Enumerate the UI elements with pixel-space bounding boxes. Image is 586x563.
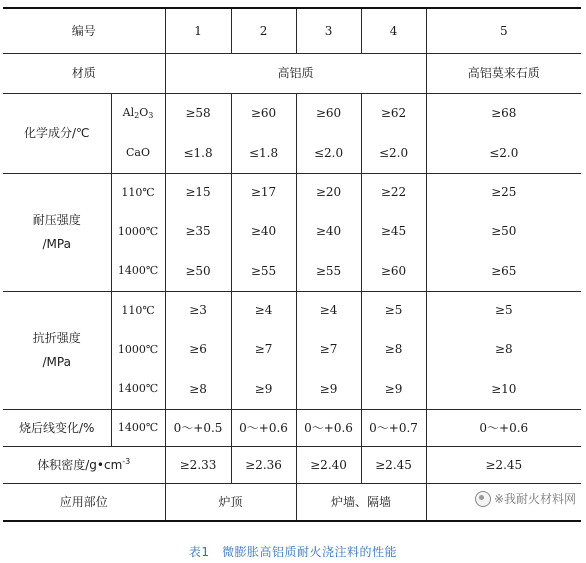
linear-change-value-5: 0～+0.6 bbox=[426, 409, 581, 446]
compressive-110-value-5: ≥25 bbox=[426, 173, 581, 211]
linear-change-value-1: 0～+0.5 bbox=[165, 409, 231, 446]
density-value-5: ≥2.45 bbox=[426, 446, 581, 483]
flexural-label-line2: /MPa bbox=[42, 355, 71, 369]
compressive-1400-value-2: ≥55 bbox=[231, 251, 296, 291]
flexural-110-value-2: ≥4 bbox=[231, 291, 296, 329]
header-number-2: 2 bbox=[231, 8, 296, 53]
chem-cao-value-5: ≤2.0 bbox=[426, 133, 581, 173]
density-value-4: ≥2.45 bbox=[361, 446, 426, 483]
flexural-110-value-4: ≥5 bbox=[361, 291, 426, 329]
linear-change-value-3: 0～+0.6 bbox=[296, 409, 361, 446]
flexural-110-value-3: ≥4 bbox=[296, 291, 361, 329]
table-caption: 表1 微膨胀高铝质耐火浇注料的性能 bbox=[188, 545, 398, 559]
compressive-1400-value-5: ≥65 bbox=[426, 251, 581, 291]
flexural-110-value-1: ≥3 bbox=[165, 291, 231, 329]
flexural-1000-value-4: ≥8 bbox=[361, 329, 426, 369]
density-label: 体积密度$/g•cm^{-3}$ bbox=[3, 446, 165, 483]
application-wall: 炉墙、隔墙 bbox=[296, 483, 426, 521]
flexural-1400-value-2: ≥9 bbox=[231, 369, 296, 409]
density-value-2: ≥2.36 bbox=[231, 446, 296, 483]
flexural-1400-value-3: ≥9 bbox=[296, 369, 361, 409]
compressive-110-value-1: ≥15 bbox=[165, 173, 231, 211]
material-high-alumina-mullite: 高铝莫来石质 bbox=[426, 53, 581, 93]
linear-change-value-2: 0～+0.6 bbox=[231, 409, 296, 446]
flexural-1400-value-4: ≥9 bbox=[361, 369, 426, 409]
compressive-1400-value-3: ≥55 bbox=[296, 251, 361, 291]
chem-sub-al2o3: $Al_2O_3$ bbox=[111, 93, 165, 133]
header-row bbox=[3, 8, 581, 53]
flexural-1000-value-1: ≥6 bbox=[165, 329, 231, 369]
flexural-temp-1400: 1400℃ bbox=[111, 369, 165, 409]
compressive-temp-1000: 1000℃ bbox=[111, 211, 165, 251]
chem-cao-value-1: ≤1.8 bbox=[165, 133, 231, 173]
compressive-row-110 bbox=[3, 173, 581, 211]
chem-al2o3-value-1: ≥58 bbox=[165, 93, 231, 133]
density-value-3: ≥2.40 bbox=[296, 446, 361, 483]
density-row bbox=[3, 446, 581, 483]
chem-sub-cao: CaO bbox=[111, 133, 165, 173]
chem-row-al2o3 bbox=[3, 93, 581, 133]
properties-table bbox=[3, 7, 581, 522]
flexural-1000-value-5: ≥8 bbox=[426, 329, 581, 369]
compressive-1000-value-5: ≥50 bbox=[426, 211, 581, 251]
flexural-110-value-5: ≥5 bbox=[426, 291, 581, 329]
compressive-110-value-4: ≥22 bbox=[361, 173, 426, 211]
chem-cao-value-2: ≤1.8 bbox=[231, 133, 296, 173]
watermark-text: ※我耐火材料网 bbox=[493, 492, 576, 506]
chem-label: 化学成分/℃ bbox=[3, 93, 111, 173]
compressive-label bbox=[3, 173, 111, 291]
compressive-temp-1400: 1400℃ bbox=[111, 251, 165, 291]
material-row bbox=[3, 53, 581, 93]
linear-change-value-4: 0～+0.7 bbox=[361, 409, 426, 446]
compressive-1400-value-4: ≥60 bbox=[361, 251, 426, 291]
compressive-1400-value-1: ≥50 bbox=[165, 251, 231, 291]
chem-al2o3-value-4: ≥62 bbox=[361, 93, 426, 133]
flexural-1400-value-5: ≥10 bbox=[426, 369, 581, 409]
header-number-5: 5 bbox=[426, 8, 581, 53]
header-number-1: 1 bbox=[165, 8, 231, 53]
properties-table-wrapper bbox=[3, 7, 581, 522]
compressive-label-line1: 耐压强度 bbox=[32, 213, 81, 227]
chem-al2o3-value-3: ≥60 bbox=[296, 93, 361, 133]
watermark-logo-icon bbox=[475, 491, 491, 507]
header-label: 编号 bbox=[3, 8, 165, 53]
flexural-label-line1: 抗折强度 bbox=[32, 331, 81, 345]
header-number-3: 3 bbox=[296, 8, 361, 53]
compressive-1000-value-2: ≥40 bbox=[231, 211, 296, 251]
header-number-4: 4 bbox=[361, 8, 426, 53]
application-label: 应用部位 bbox=[3, 483, 165, 521]
compressive-1000-value-4: ≥45 bbox=[361, 211, 426, 251]
flexural-temp-110: 110℃ bbox=[111, 291, 165, 329]
linear-change-row bbox=[3, 409, 581, 446]
chem-al2o3-value-5: ≥68 bbox=[426, 93, 581, 133]
chem-cao-value-4: ≤2.0 bbox=[361, 133, 426, 173]
linear-change-temp: 1400℃ bbox=[111, 409, 165, 446]
chem-al2o3-value-2: ≥60 bbox=[231, 93, 296, 133]
compressive-1000-value-1: ≥35 bbox=[165, 211, 231, 251]
material-label: 材质 bbox=[3, 53, 165, 93]
material-high-alumina: 高铝质 bbox=[165, 53, 426, 93]
watermark bbox=[475, 490, 576, 507]
density-value-1: ≥2.33 bbox=[165, 446, 231, 483]
compressive-1000-value-3: ≥40 bbox=[296, 211, 361, 251]
compressive-temp-110: 110℃ bbox=[111, 173, 165, 211]
flexural-row-110 bbox=[3, 291, 581, 329]
flexural-1400-value-1: ≥8 bbox=[165, 369, 231, 409]
linear-change-label: 烧后线变化/% bbox=[3, 409, 111, 446]
flexural-temp-1000: 1000℃ bbox=[111, 329, 165, 369]
chem-cao-value-3: ≤2.0 bbox=[296, 133, 361, 173]
flexural-1000-value-2: ≥7 bbox=[231, 329, 296, 369]
application-roof: 炉顶 bbox=[165, 483, 296, 521]
flexural-1000-value-3: ≥7 bbox=[296, 329, 361, 369]
flexural-label bbox=[3, 291, 111, 409]
compressive-110-value-3: ≥20 bbox=[296, 173, 361, 211]
compressive-label-line2: /MPa bbox=[42, 237, 71, 251]
compressive-110-value-2: ≥17 bbox=[231, 173, 296, 211]
